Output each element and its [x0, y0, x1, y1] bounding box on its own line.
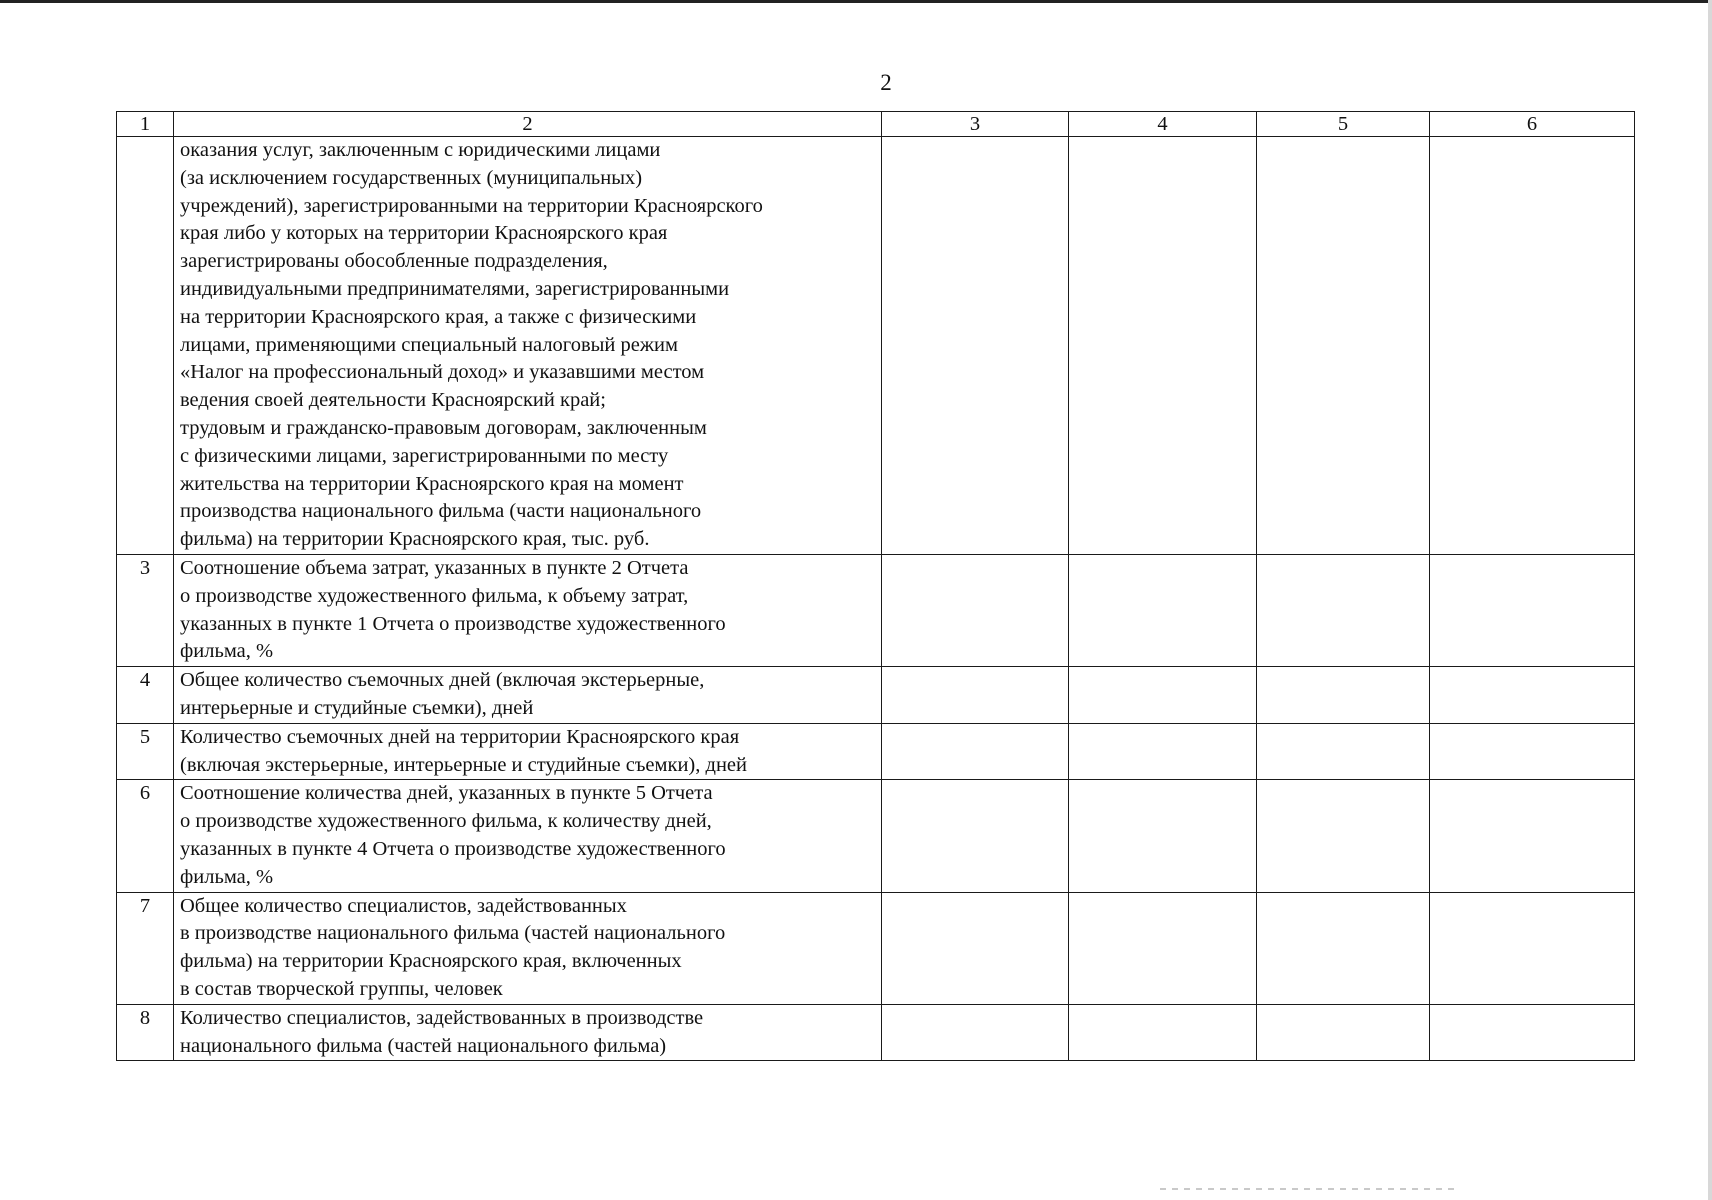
indicator-name-cell: [174, 780, 882, 892]
indicator-text-line: (включая экстерьерные, интерьерные и студийные съемки), дней: [180, 753, 747, 776]
header-cell-col6: 6: [1430, 112, 1635, 137]
indicator-name-cell: [174, 554, 882, 666]
row-number-cell: 3: [117, 554, 174, 666]
header-cell-col4: 4: [1069, 112, 1257, 137]
indicator-text-line: интерьерные и студийные съемки), дней: [180, 696, 534, 719]
indicator-text-line: производства национального фильма (части национального: [180, 500, 702, 523]
value-cell-col3: [882, 780, 1069, 892]
value-cell-col3: [882, 667, 1069, 724]
row-number-cell: 7: [117, 892, 174, 1004]
row-number-cell: 5: [117, 723, 174, 780]
report-table: [116, 111, 1635, 1061]
value-cell-col4: [1069, 667, 1257, 724]
indicator-text-line: Общее количество специалистов, задействованных: [180, 894, 627, 917]
table-header-row: [117, 112, 1635, 137]
value-cell-col3: [882, 137, 1069, 555]
indicator-text-line: в производстве национального фильма (частей национального: [180, 922, 726, 945]
row-number-cell: [117, 137, 174, 555]
value-cell-col6: [1430, 892, 1635, 1004]
value-cell-col3: [882, 892, 1069, 1004]
indicator-text-line: ведения своей деятельности Красноярский край;: [180, 389, 606, 412]
value-cell-col5: [1257, 554, 1430, 666]
value-cell-col5: [1257, 667, 1430, 724]
value-cell-col4: [1069, 723, 1257, 780]
indicator-text-line: о производстве художественного фильма, к объему затрат,: [180, 584, 689, 607]
indicator-text-line: указанных в пункте 4 Отчета о производстве художественного: [180, 837, 726, 860]
indicator-text-line: в состав творческой группы, человек: [180, 977, 503, 1000]
indicator-text-line: лицами, применяющими специальный налоговый режим: [180, 333, 678, 356]
indicator-text-line: учреждений), зарегистрированными на территории Красноярского: [180, 194, 763, 217]
indicator-text-line: жительства на территории Красноярского края на момент: [180, 472, 684, 495]
indicator-text-line: трудовым и гражданско-правовым договорам, заключенным: [180, 416, 707, 439]
value-cell-col4: [1069, 892, 1257, 1004]
table-row: [117, 137, 1635, 555]
header-cell-col1: 1: [117, 112, 174, 137]
indicator-text-line: указанных в пункте 1 Отчета о производстве художественного: [180, 612, 726, 635]
table-row: [117, 1004, 1635, 1061]
indicator-text-line: Общее количество съемочных дней (включая экстерьерные,: [180, 669, 705, 692]
indicator-text-line: (за исключением государственных (муниципальных): [180, 166, 643, 189]
value-cell-col4: [1069, 554, 1257, 666]
indicator-text-line: Соотношение количества дней, указанных в пункте 5 Отчета: [180, 782, 713, 805]
indicator-text-line: Количество съемочных дней на территории Красноярского края: [180, 725, 740, 748]
value-cell-col5: [1257, 137, 1430, 555]
value-cell-col6: [1430, 1004, 1635, 1061]
indicator-text-line: национального фильма (частей национального фильма): [180, 1034, 667, 1057]
value-cell-col6: [1430, 723, 1635, 780]
scan-border-right: [1708, 0, 1712, 1200]
table-row: [117, 892, 1635, 1004]
indicator-text-line: фильма, %: [180, 640, 274, 663]
header-cell-col3: 3: [882, 112, 1069, 137]
value-cell-col3: [882, 554, 1069, 666]
row-number-cell: 4: [117, 667, 174, 724]
value-cell-col4: [1069, 1004, 1257, 1061]
indicator-text-line: фильма, %: [180, 865, 274, 888]
value-cell-col5: [1257, 1004, 1430, 1061]
scan-artifact: [1160, 1188, 1460, 1190]
value-cell-col6: [1430, 137, 1635, 555]
value-cell-col3: [882, 723, 1069, 780]
indicator-name-cell: [174, 137, 882, 555]
page-number: 2: [880, 70, 892, 95]
value-cell-col4: [1069, 137, 1257, 555]
indicator-name-cell: [174, 723, 882, 780]
row-number-cell: 6: [117, 780, 174, 892]
table-row: [117, 554, 1635, 666]
value-cell-col5: [1257, 780, 1430, 892]
indicator-text-line: индивидуальными предпринимателями, зарегистрированными: [180, 277, 730, 300]
table-row: [117, 723, 1635, 780]
indicator-text-line: с физическими лицами, зарегистрированными по месту: [180, 444, 669, 467]
indicator-text-line: «Налог на профессиональный доход» и указавшими местом: [180, 361, 705, 384]
indicator-text-line: фильма) на территории Красноярского края, включенных: [180, 950, 682, 973]
value-cell-col4: [1069, 780, 1257, 892]
value-cell-col6: [1430, 780, 1635, 892]
value-cell-col6: [1430, 667, 1635, 724]
value-cell-col5: [1257, 723, 1430, 780]
scan-border-top: [0, 0, 1712, 3]
value-cell-col3: [882, 1004, 1069, 1061]
header-cell-col5: 5: [1257, 112, 1430, 137]
indicator-text-line: фильма) на территории Красноярского края, тыс. руб.: [180, 528, 650, 551]
value-cell-col6: [1430, 554, 1635, 666]
indicator-text-line: на территории Красноярского края, а также с физическими: [180, 305, 697, 328]
table-row: [117, 667, 1635, 724]
indicator-text-line: Количество специалистов, задействованных в производстве: [180, 1006, 704, 1029]
indicator-name-cell: [174, 892, 882, 1004]
table-row: [117, 780, 1635, 892]
row-number-cell: 8: [117, 1004, 174, 1061]
indicator-text-line: зарегистрированы обособленные подразделения,: [180, 250, 608, 273]
indicator-text-line: о производстве художественного фильма, к количеству дней,: [180, 810, 712, 833]
indicator-text-line: Соотношение объема затрат, указанных в пункте 2 Отчета: [180, 556, 689, 579]
indicator-text-line: края либо у которых на территории Красноярского края: [180, 222, 668, 245]
indicator-text-line: оказания услуг, заключенным с юридическими лицами: [180, 139, 661, 161]
indicator-name-cell: [174, 1004, 882, 1061]
value-cell-col5: [1257, 892, 1430, 1004]
header-cell-col2: 2: [174, 112, 882, 137]
indicator-name-cell: [174, 667, 882, 724]
